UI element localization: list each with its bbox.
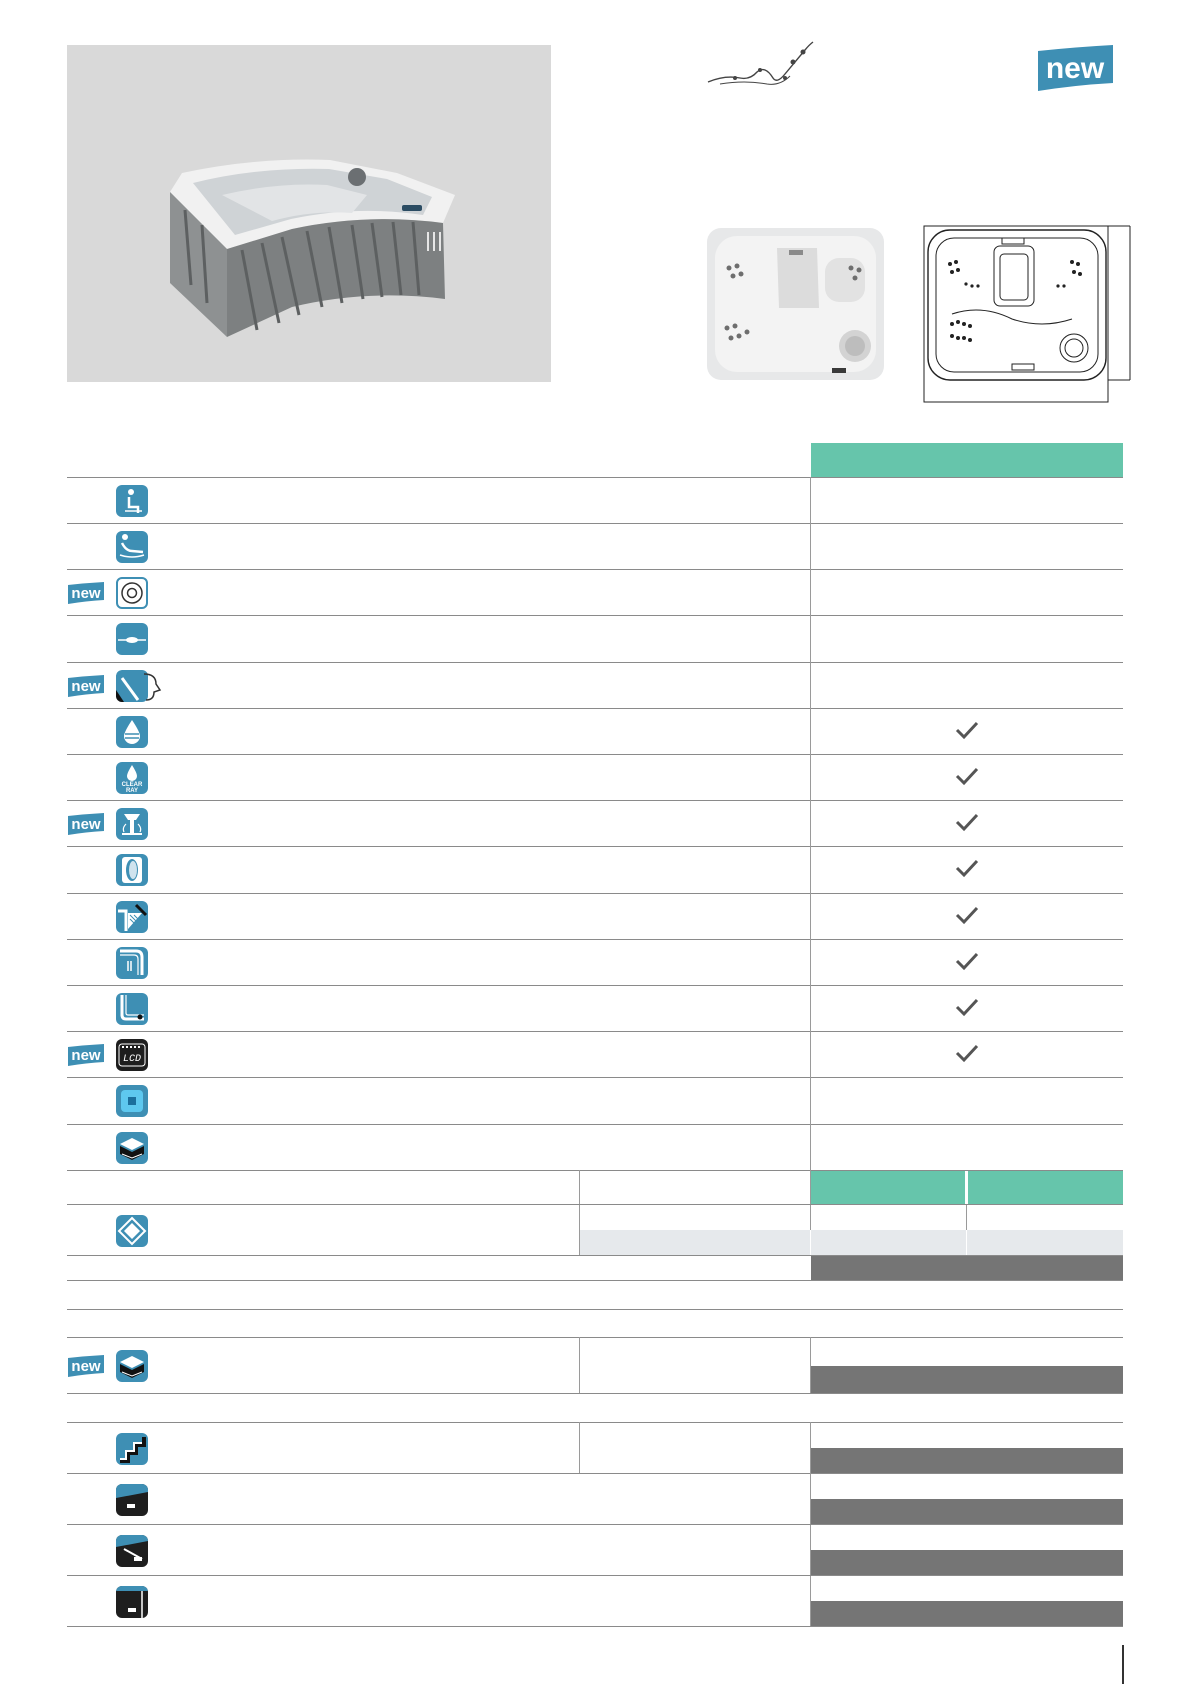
check-icon xyxy=(955,858,979,878)
check-icon xyxy=(955,1043,979,1063)
check-icon xyxy=(955,812,979,832)
hot-tub-plan-drawing xyxy=(922,224,1132,409)
new-tag xyxy=(67,582,105,609)
subheader-teal-2 xyxy=(968,1171,1123,1204)
cover-icon xyxy=(116,1132,148,1164)
grey-bar-3 xyxy=(811,1448,1123,1473)
svg-text:new: new xyxy=(71,1358,101,1375)
hot-tub-top-view-photo xyxy=(707,228,884,380)
new-tag xyxy=(67,1044,105,1071)
svg-text:new: new xyxy=(71,585,101,602)
shaded-row xyxy=(580,1230,1123,1255)
steps-icon xyxy=(116,1433,148,1465)
svg-text:new: new xyxy=(71,1047,101,1064)
clear-ray-icon xyxy=(116,762,148,794)
subheader-teal-1 xyxy=(811,1171,965,1204)
base-drain-icon xyxy=(116,993,148,1025)
new-badge-label: new xyxy=(1045,52,1105,85)
lounger-recline-icon xyxy=(116,531,148,563)
new-tag xyxy=(67,1355,105,1382)
svg-text:new: new xyxy=(71,816,101,833)
check-icon xyxy=(955,720,979,740)
water-drop-filter-icon xyxy=(116,716,148,748)
neck-jet-icon xyxy=(116,670,164,702)
cabinet-closed-icon xyxy=(116,1586,148,1618)
seated-person-icon xyxy=(116,485,148,517)
light-square-icon xyxy=(116,1085,148,1117)
shell-wall-icon xyxy=(116,947,148,979)
cabinet-side-icon xyxy=(116,1535,148,1567)
new-badge-large xyxy=(1036,45,1115,98)
filter-cylinder-icon xyxy=(116,854,148,886)
check-icon xyxy=(955,997,979,1017)
fountain-lamp-icon xyxy=(116,808,148,840)
svg-text:new: new xyxy=(71,678,101,695)
svg-text:CLEAR: CLEAR xyxy=(121,782,143,788)
hot-tub-product-photo xyxy=(67,45,551,382)
grey-bar-5 xyxy=(811,1550,1123,1575)
check-icon xyxy=(955,951,979,971)
check-icon xyxy=(955,766,979,786)
cover-lifter-icon xyxy=(116,1350,148,1382)
new-tag xyxy=(67,813,105,840)
svg-text:RAY: RAY xyxy=(125,788,139,794)
designer-signature-mark xyxy=(705,40,815,95)
waterline-jet-icon xyxy=(116,623,148,655)
svg-text:LCD: LCD xyxy=(122,1054,142,1065)
new-tag xyxy=(67,675,105,702)
grey-bar-2 xyxy=(811,1366,1123,1393)
grey-bar-1 xyxy=(811,1256,1123,1280)
lcd-panel-icon xyxy=(116,1039,148,1071)
cabinet-open-icon xyxy=(116,1484,148,1516)
grey-bar-4 xyxy=(811,1499,1123,1524)
insulation-corner-icon xyxy=(116,901,148,933)
jet-circle-icon xyxy=(116,577,148,609)
grey-bar-6 xyxy=(811,1601,1123,1626)
page-edge-marker xyxy=(1122,1645,1124,1684)
model-column-header xyxy=(811,443,1123,477)
diamond-shell-icon xyxy=(116,1215,148,1247)
check-icon xyxy=(955,905,979,925)
